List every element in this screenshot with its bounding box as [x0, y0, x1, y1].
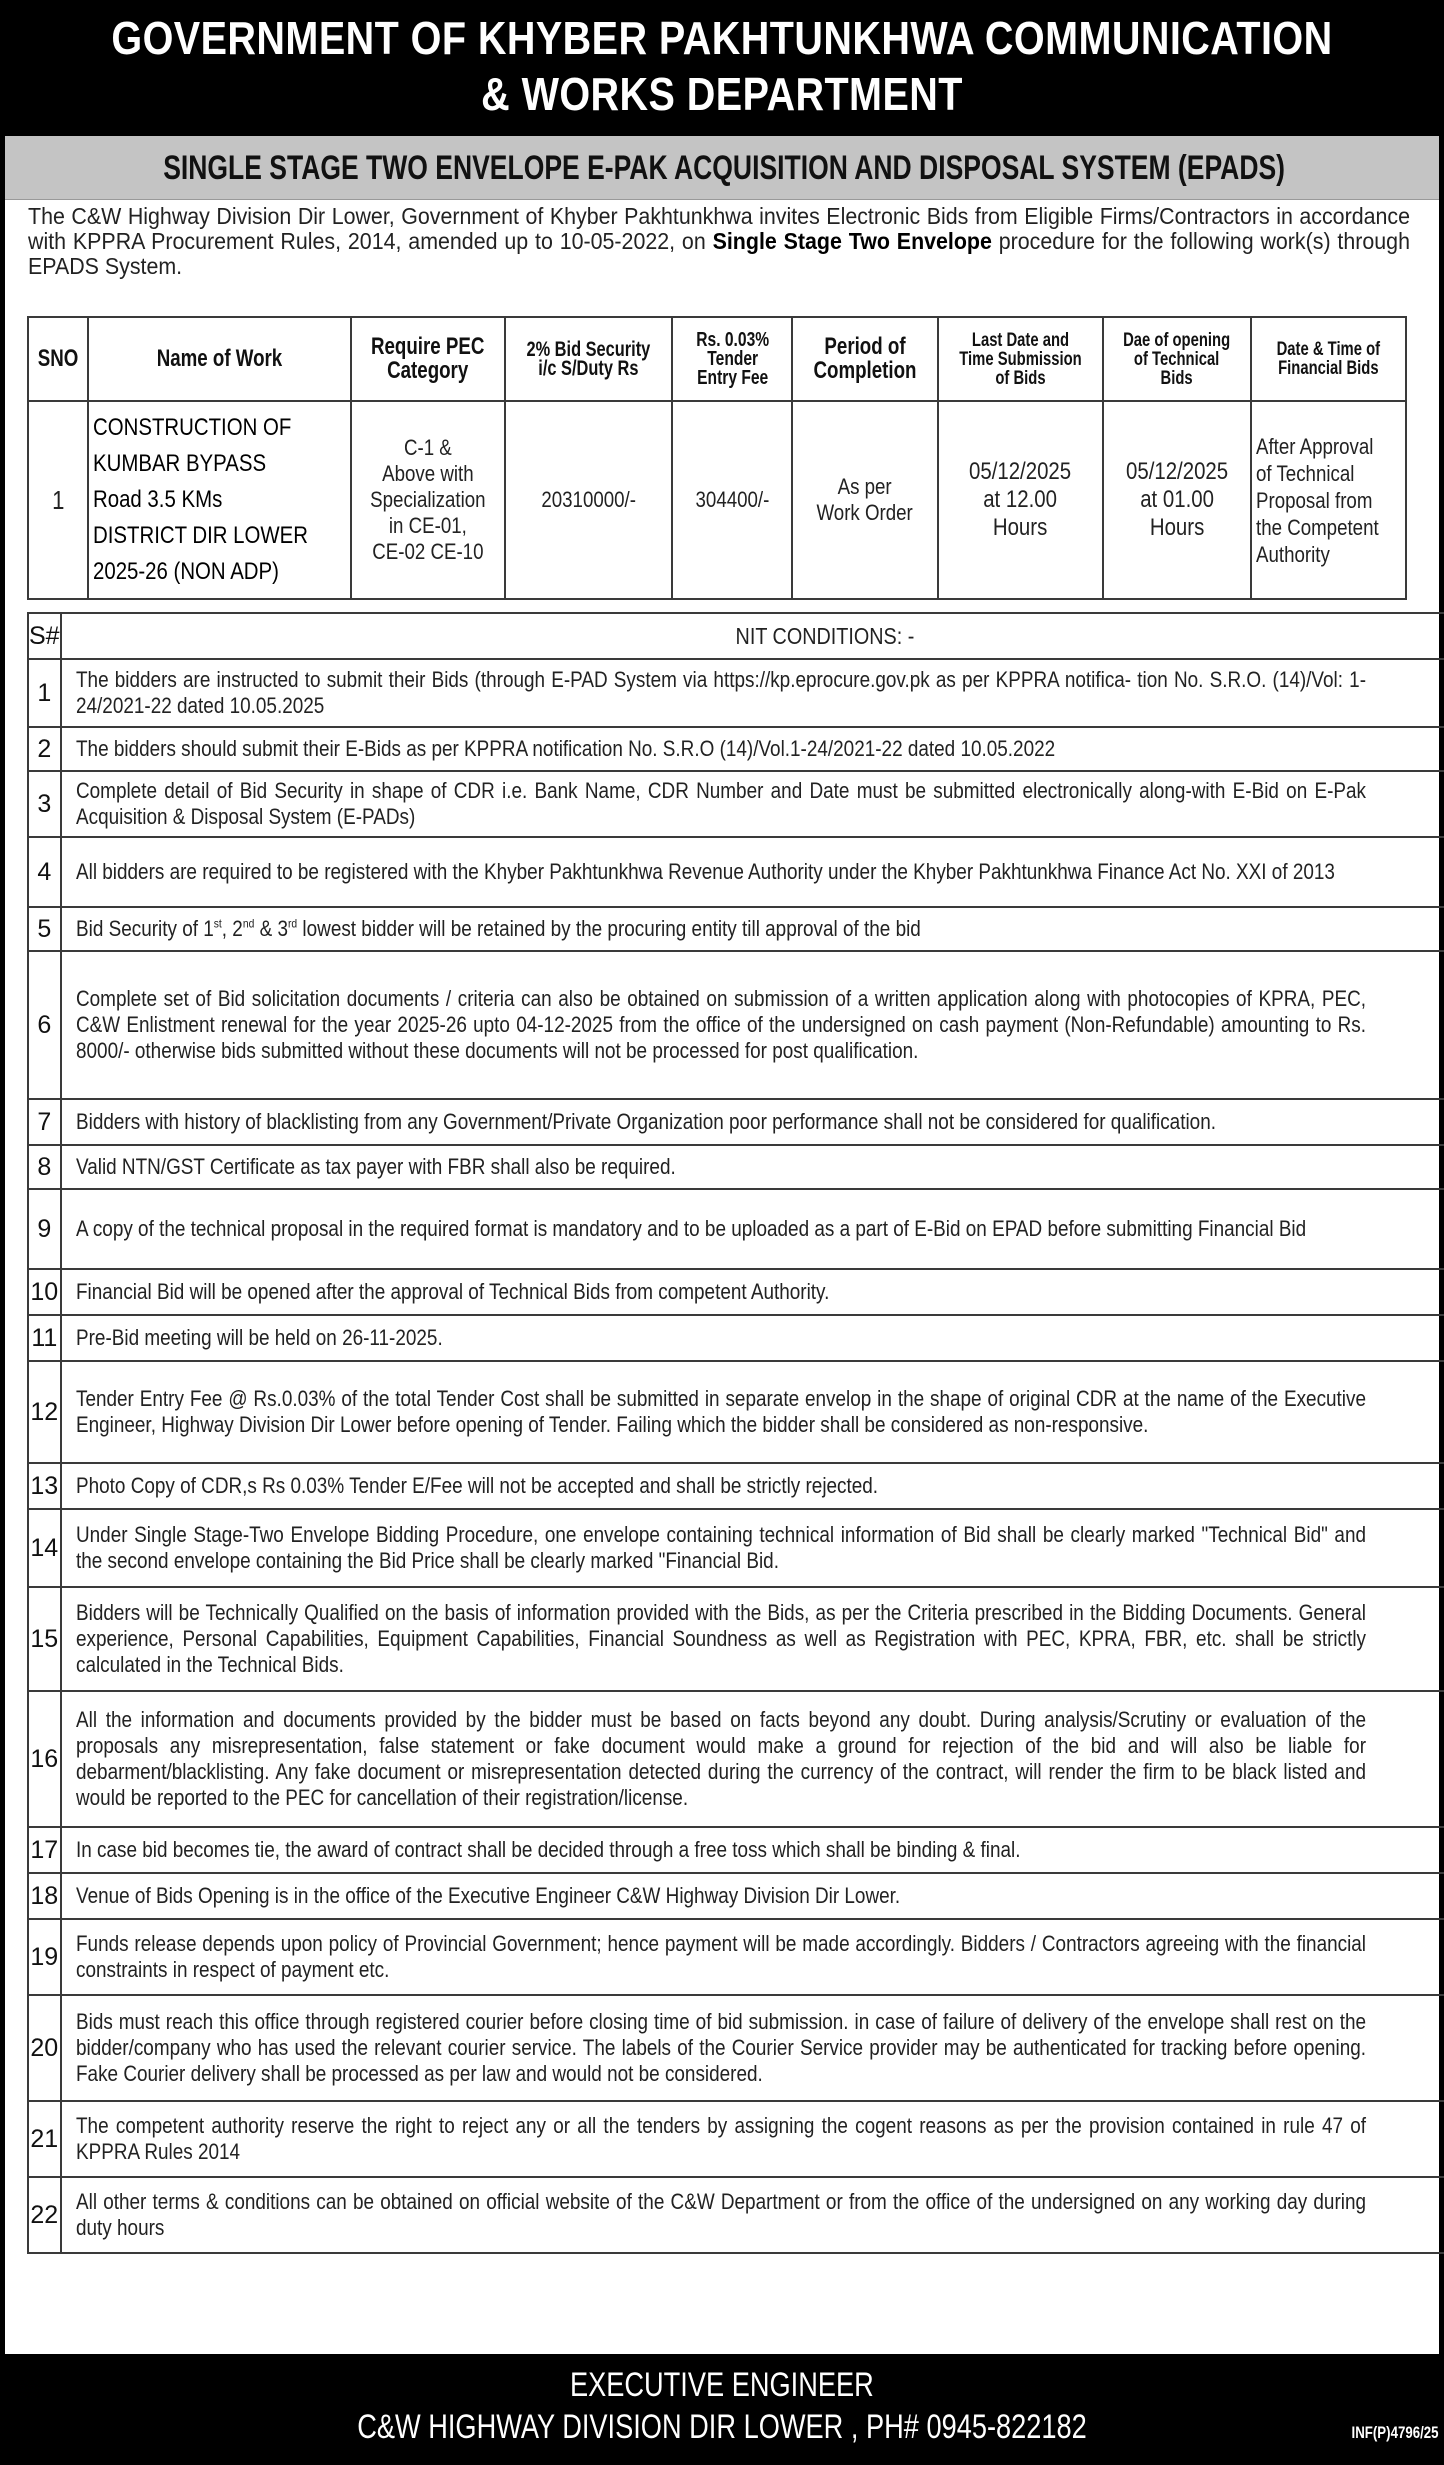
col-header-sno: SNO [28, 317, 88, 401]
col-header-financial-bids: Date & Time of Financial Bids [1251, 317, 1406, 401]
nit-condition-row [28, 1509, 1444, 1587]
nit-condition-row [28, 1189, 1444, 1269]
nit-title: NIT CONDITIONS: - [61, 613, 1444, 659]
work-technical-opening: 05/12/2025 at 01.00 Hours [1103, 401, 1252, 599]
nit-condition-row [28, 1269, 1444, 1315]
col-header-tender-entry-fee: Rs. 0.03% Tender Entry Fee [672, 317, 792, 401]
work-financial-bids: After Approval of Technical Proposal from the Competent Authority [1251, 401, 1406, 599]
condition-text: In case bid becomes tie, the award of contract shall be decided through a free toss which shall be binding & final. [61, 1827, 1444, 1873]
condition-number: 2 [28, 727, 61, 771]
col-header-technical-opening: Dae of opening of Technical Bids [1103, 317, 1252, 401]
condition-text: Pre-Bid meeting will be held on 26-11-2025. [61, 1315, 1444, 1361]
condition-text: A copy of the technical proposal in the required format is mandatory and to be uploaded as a part of E-Bid on EPAD before submitting Financial Bid [61, 1189, 1444, 1269]
nit-condition-row [28, 727, 1444, 771]
condition-number: 19 [28, 1919, 61, 1995]
condition-text: All other terms & conditions can be obtained on official website of the C&W Department or from the office of the undersigned on any working day during duty hours [61, 2177, 1444, 2253]
intro-paragraph [28, 204, 1410, 279]
condition-number: 14 [28, 1509, 61, 1587]
work-name: CONSTRUCTION OF KUMBAR BYPASS Road 3.5 KMs DISTRICT DIR LOWER 2025-26 (NON ADP) [88, 401, 351, 599]
condition-number: 9 [28, 1189, 61, 1269]
condition-text: The competent authority reserve the right to reject any or all the tenders by assigning the cogent reasons as per the provision contained in rule 47 of KPPRA Rules 2014 [61, 2101, 1444, 2177]
nit-condition-row [28, 1463, 1444, 1509]
work-last-date-submission: 05/12/2025 at 12.00 Hours [938, 401, 1103, 599]
nit-conditions-table [27, 612, 1444, 2254]
condition-number: 3 [28, 771, 61, 837]
col-header-last-date-submission: Last Date and Time Submission of Bids [938, 317, 1103, 401]
condition-number: 18 [28, 1873, 61, 1919]
condition-text: Tender Entry Fee @ Rs.0.03% of the total Tender Cost shall be submitted in separate envelop in the shape of original CDR at the name of the Executive Engineer, Highway Division Dir Lower before opening of Tender. Failing which the bidder shall be considered as non-responsive. [61, 1361, 1444, 1463]
nit-col-sno: S# [28, 613, 61, 659]
condition-number: 16 [28, 1691, 61, 1827]
condition-text: Complete detail of Bid Security in shape of CDR i.e. Bank Name, CDR Number and Date must be submitted electronically along-with E-Bid on E-Pak Acquisition & Disposal System (E-PADs) [61, 771, 1444, 837]
condition-number: 12 [28, 1361, 61, 1463]
work-bid-security: 20310000/- [505, 401, 672, 599]
signature-footer [0, 2354, 1444, 2465]
condition-number: 20 [28, 1995, 61, 2101]
condition-number: 15 [28, 1587, 61, 1691]
condition-number: 4 [28, 837, 61, 907]
col-header-name-of-work: Name of Work [88, 317, 351, 401]
condition-text: Under Single Stage-Two Envelope Bidding Procedure, one envelope containing technical information of Bid shall be clearly marked "Technical Bid" and the second envelope containing the Bid Price shall be clearly marked "Financial Bid. [61, 1509, 1444, 1587]
nit-condition-row [28, 1361, 1444, 1463]
condition-text: All the information and documents provided by the bidder must be based on facts beyond any doubt. During analysis/Scrutiny or evaluation of the proposals any misrepresentation, false statement or fake document would make a ground for rejection of the bid and will also be liable for debarment/blacklisting. Any fake document or misrepresentation detected during the currency of the contract, will render the firm to be black listed and would be reported to the PEC for cancellation of their registration/license. [61, 1691, 1444, 1827]
works-table-header-row [28, 317, 1406, 401]
department-header [0, 0, 1444, 136]
nit-condition-row [28, 1873, 1444, 1919]
department-title-line-1: GOVERNMENT OF KHYBER PAKHTUNKHWA COMMUNICATION [111, 12, 1333, 64]
condition-number: 8 [28, 1145, 61, 1189]
nit-condition-row [28, 837, 1444, 907]
nit-condition-row [28, 2101, 1444, 2177]
intro-bold-procedure: Single Stage Two Envelope [712, 228, 992, 254]
nit-condition-row [28, 1587, 1444, 1691]
nit-header-row [28, 613, 1444, 659]
col-header-period-of-completion: Period of Completion [792, 317, 937, 401]
nit-condition-row [28, 951, 1444, 1099]
work-tender-fee: 304400/- [672, 401, 792, 599]
works-table [27, 316, 1407, 600]
condition-text: Complete set of Bid solicitation documents / criteria can also be obtained on submission of a written application along with photocopies of KPRA, PEC, C&W Enlistment renewal for the year 2025-26 upto 04-12-2025 from the office of the undersigned on cash payment (Non-Refundable) amounting to Rs. 8000/- otherwise bids submitted without these documents will not be processed for post qualification. [61, 951, 1444, 1099]
condition-number: 17 [28, 1827, 61, 1873]
nit-condition-row [28, 1827, 1444, 1873]
condition-number: 13 [28, 1463, 61, 1509]
condition-number: 10 [28, 1269, 61, 1315]
condition-number: 1 [28, 659, 61, 727]
intro-text-2: procedure for the following work(s) through EPADS System. [28, 228, 1410, 279]
nit-condition-row [28, 659, 1444, 727]
condition-text: All bidders are required to be registered with the Khyber Pakhtunkhwa Revenue Authority under the Khyber Pakhtunkhwa Finance Act No. XXI of 2013 [61, 837, 1444, 907]
nit-condition-row [28, 771, 1444, 837]
condition-text: Financial Bid will be opened after the approval of Technical Bids from competent Authority. [61, 1269, 1444, 1315]
condition-text: Bid Security of 1st, 2nd & 3rd lowest bidder will be retained by the procuring entity till approval of the bid [61, 907, 1444, 951]
condition-text: Funds release depends upon policy of Provincial Government; hence payment will be made accordingly. Bidders / Contractors agreeing with the financial constraints in respect of payment etc. [61, 1919, 1444, 1995]
condition-number: 5 [28, 907, 61, 951]
nit-condition-row [28, 907, 1444, 951]
nit-condition-row [28, 1691, 1444, 1827]
condition-text: Photo Copy of CDR,s Rs 0.03% Tender E/Fee will not be accepted and shall be strictly rejected. [61, 1463, 1444, 1509]
department-title-line-2: & WORKS DEPARTMENT [481, 68, 963, 120]
condition-number: 6 [28, 951, 61, 1099]
intro-text-1: The C&W Highway Division Dir Lower, Government of Khyber Pakhtunkhwa invites Electronic Bids from Eligible Firms/Contractors in accordance with KPPRA Procurement Rules, 2014, amended up to 10-05-2022, on [28, 203, 1410, 254]
advert-reference-number: INF(P)4796/25 [1351, 2423, 1438, 2442]
nit-condition-row [28, 1099, 1444, 1145]
condition-number: 11 [28, 1315, 61, 1361]
signatory-title: EXECUTIVE ENGINEER [570, 2366, 874, 2404]
condition-number: 7 [28, 1099, 61, 1145]
condition-text: Bidders will be Technically Qualified on the basis of information provided with the Bids, as per the Criteria prescribed in the Bidding Documents. General experience, Personal Capabilities, Equipment Capabilities, Financial Soundness as well as Registration with PEC, KPRA, FBR, etc. shall be strictly calculated in the Technical Bids. [61, 1587, 1444, 1691]
nit-condition-row [28, 1995, 1444, 2101]
work-pec-category: C-1 & Above with Specialization in CE-01, CE-02 CE-10 [351, 401, 505, 599]
nit-condition-row [28, 1145, 1444, 1189]
work-sno: 1 [28, 401, 88, 599]
work-period-of-completion: As per Work Order [792, 401, 937, 599]
works-table-row [28, 401, 1406, 599]
condition-text: Bidders with history of blacklisting from any Government/Private Organization poor performance shall not be considered for qualification. [61, 1099, 1444, 1145]
condition-text: Bids must reach this office through registered courier before closing time of bid submission. in case of failure of delivery of the envelope shall rest on the bidder/company who has used the relevant courier service. The labels of the Courier Service provider may be authenticated for tracking before opening. Fake Courier delivery shall be processed as per law and would not be considered. [61, 1995, 1444, 2101]
col-header-pec-category: Require PEC Category [351, 317, 505, 401]
signatory-office-phone: C&W HIGHWAY DIVISION DIR LOWER , PH# 0945-822182 [357, 2408, 1087, 2446]
condition-number: 21 [28, 2101, 61, 2177]
nit-condition-row [28, 1919, 1444, 1995]
condition-text: Valid NTN/GST Certificate as tax payer with FBR shall also be required. [61, 1145, 1444, 1189]
condition-text: The bidders are instructed to submit their Bids (through E-PAD System via https://kp.eprocure.gov.pk as per KPPRA notifica- tion No. S.R.O. (14)/Vol: 1-24/2021-22 dated 10.05.2025 [61, 659, 1444, 727]
nit-condition-row [28, 1315, 1444, 1361]
condition-text: Venue of Bids Opening is in the office of the Executive Engineer C&W Highway Division Dir Lower. [61, 1873, 1444, 1919]
condition-number: 22 [28, 2177, 61, 2253]
col-header-bid-security: 2% Bid Security i/c S/Duty Rs [505, 317, 672, 401]
condition-text: The bidders should submit their E-Bids as per KPPRA notification No. S.R.O (14)/Vol.1-24/2021-22 dated 10.05.2022 [61, 727, 1444, 771]
procurement-system-banner [5, 136, 1439, 200]
procurement-system-title: SINGLE STAGE TWO ENVELOPE E-PAK ACQUISITION AND DISPOSAL SYSTEM (EPADS) [163, 149, 1286, 187]
nit-condition-row [28, 2177, 1444, 2253]
